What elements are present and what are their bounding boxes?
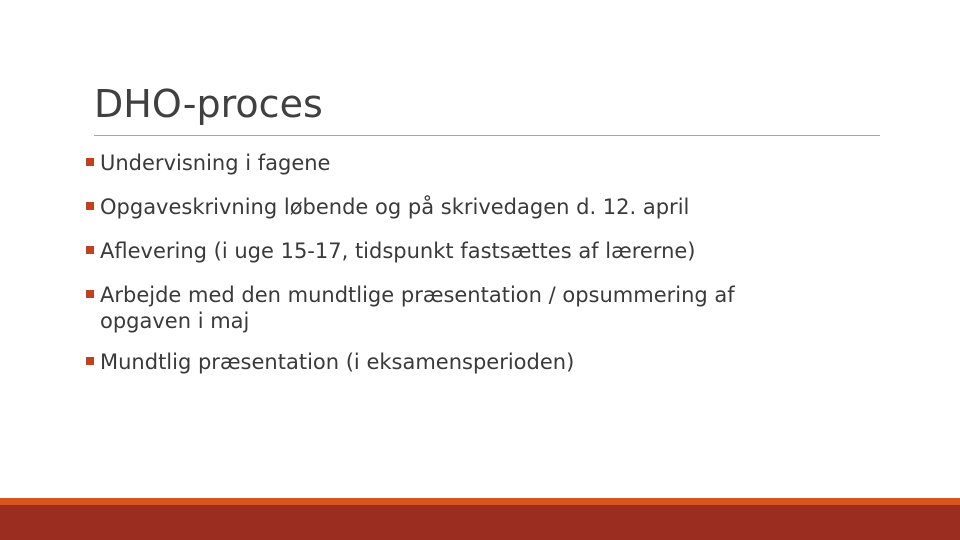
bullet-marker-icon bbox=[86, 202, 94, 210]
list-item bbox=[86, 349, 826, 375]
title-divider bbox=[94, 135, 880, 136]
list-item bbox=[86, 194, 826, 220]
slide-title: DHO-proces bbox=[94, 82, 323, 126]
bullet-marker-icon bbox=[86, 246, 94, 254]
bullet-marker-icon bbox=[86, 357, 94, 365]
bullet-marker-icon bbox=[86, 290, 94, 298]
bullet-text: Mundtlig præsentation (i eksamensperioden) bbox=[100, 350, 575, 374]
footer-band-accent bbox=[0, 498, 960, 505]
list-item bbox=[86, 282, 826, 334]
bullet-text: Undervisning i fagene bbox=[100, 151, 331, 175]
bullet-text: Aflevering (i uge 15-17, tidspunkt fastsættes af lærerne) bbox=[100, 239, 696, 263]
list-item bbox=[86, 238, 826, 264]
bullet-text: Opgaveskrivning løbende og på skrivedagen d. 12. april bbox=[100, 195, 690, 219]
bullet-marker-icon bbox=[86, 158, 94, 166]
bullet-text: Arbejde med den mundtlige præsentation / opsummering af opgaven i maj bbox=[100, 283, 735, 333]
list-item bbox=[86, 150, 826, 176]
bullet-list bbox=[86, 150, 826, 393]
